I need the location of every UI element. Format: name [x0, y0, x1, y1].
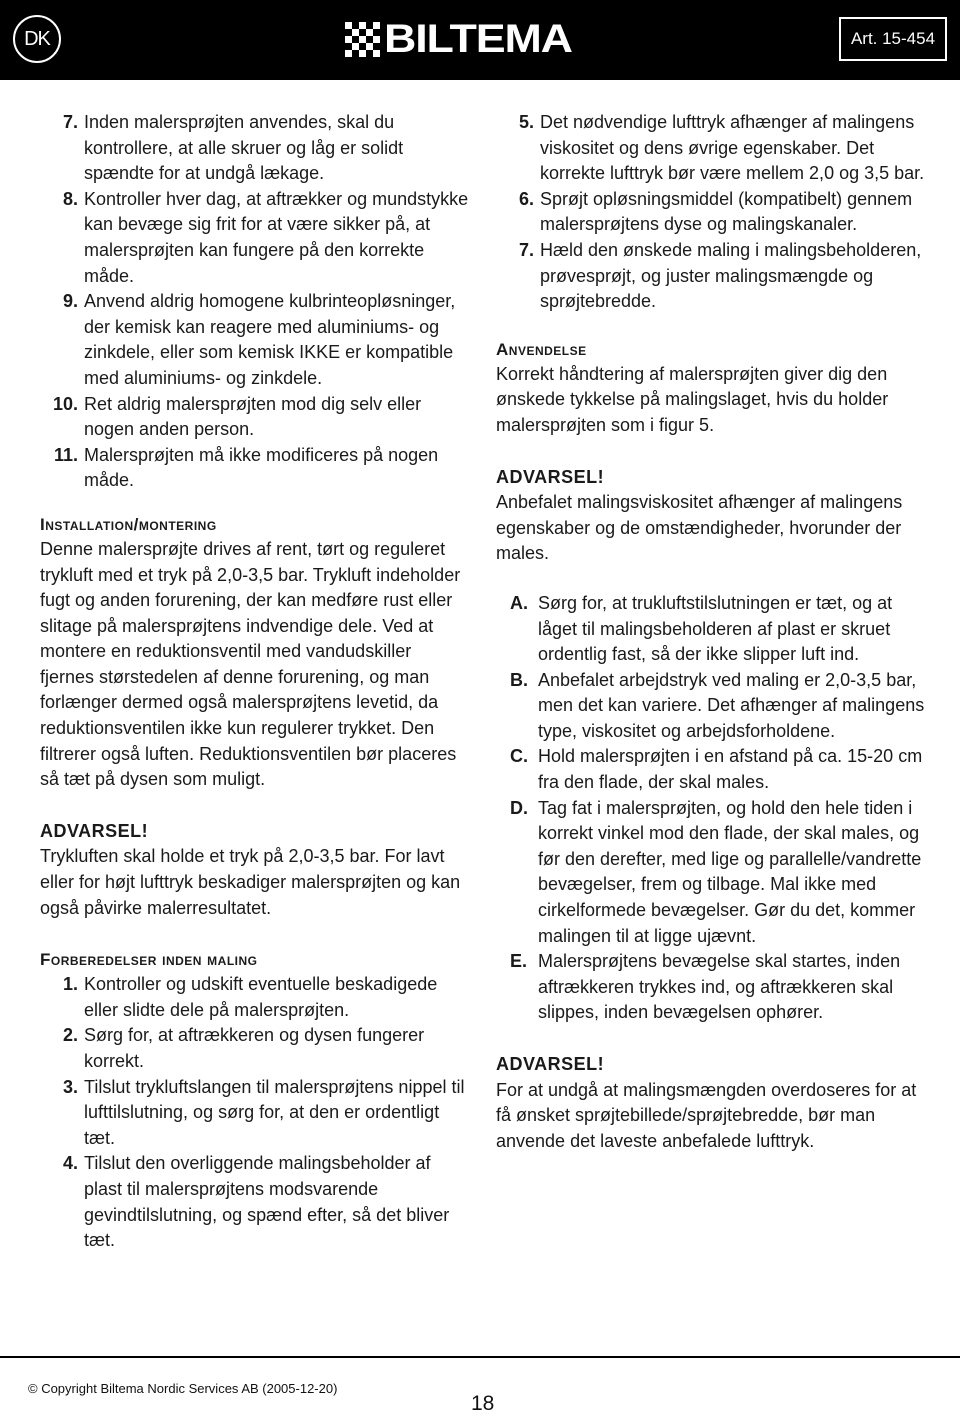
- item-text: Sørg for, at aftrækkeren og dysen fungerer korrekt.: [84, 1025, 425, 1071]
- copyright-text: © Copyright Biltema Nordic Services AB (2005-12-20): [28, 1381, 338, 1396]
- brand-name: BILTEMA: [384, 17, 572, 61]
- list-item: [496, 796, 926, 950]
- item-text: Tilslut den overliggende malingsbeholder af plast til malersprøjtens modsvarende gevindtilslutning, og spænd efter, så det bliver tæt.: [84, 1153, 450, 1251]
- usage-heading: Anvendelse: [496, 339, 587, 359]
- list-item: [496, 238, 926, 315]
- item-number: 8.: [62, 188, 78, 209]
- item-text: Inden malersprøjten anvendes, skal du kontrollere, at alle skruer og låg er solidt spændte for at undgå lækage.: [84, 112, 404, 184]
- item-text: Tilslut trykluftslangen til malersprøjtens nippel til lufttilslutning, og sørg for, at den er ordentligt tæt.: [84, 1076, 465, 1148]
- page-number: 18: [471, 1392, 495, 1415]
- list-item: [496, 591, 926, 668]
- warning-text: For at undgå at malingsmængden overdoseres for at få ønsket sprøjtebillede/sprøjtebredde, bør man anvende det laveste anbefalede lufttryk.: [496, 1079, 917, 1151]
- item-text: Anbefalet arbejdstryk ved maling er 2,0-3,5 bar, men det kan variere. Det afhænger af malingens type, viskositet og arbejdsforholdene.: [538, 669, 925, 741]
- warning-text: Anbefalet malingsviskositet afhænger af malingens egenskaber og de omstændigheder, hvorunder der males.: [496, 492, 903, 564]
- item-number: 3.: [62, 1076, 78, 1097]
- warning-label: ADVARSEL!: [496, 1054, 605, 1074]
- warning-label: ADVARSEL!: [496, 466, 605, 487]
- warning-text: Trykluften skal holde et tryk på 2,0-3,5 bar. For lavt eller for højt lufttryk beskadiger malersprøjten og kan også påvirke malerresultatet.: [40, 846, 461, 918]
- preparation-heading: Forberedelser inden maling: [40, 950, 258, 970]
- item-number: 5.: [518, 112, 534, 132]
- list-item: [40, 187, 470, 289]
- list-item: [40, 1075, 470, 1152]
- item-number: 11.: [53, 444, 78, 465]
- usage-text: Korrekt håndtering af malersprøjten giver dig den ønskede tykkelse på malingslaget, hvis du holder malersprøjten som i figur 5.: [496, 363, 889, 435]
- list-item: [496, 744, 926, 795]
- item-number: 9.: [62, 291, 78, 312]
- list-item: [40, 289, 470, 391]
- item-number: 2.: [62, 1025, 78, 1046]
- item-letter: B.: [510, 669, 528, 690]
- item-letter: C.: [510, 746, 528, 767]
- item-text: Sprøjt opløsningsmiddel (kompatibelt) gennem malersprøjtens dyse og malingskanaler.: [540, 188, 913, 235]
- item-text: Kontroller hver dag, at aftrækker og mundstykke kan bevæge sig frit for at være sikker på, at malersprøjten kan fungere på den korrekte måde.: [84, 188, 469, 286]
- country-badge: DK: [13, 15, 61, 63]
- list-item: [40, 443, 470, 494]
- left-column: [40, 110, 470, 1254]
- item-number: 6.: [518, 188, 534, 209]
- item-text: Det nødvendige lufttryk afhænger af malingens viskositet og dens øvrige egenskaber. Det korrekte lufttryk bør være mellem 2,0 og 3,5 bar.: [540, 112, 925, 184]
- list-item: [40, 1023, 470, 1074]
- item-number: 7.: [518, 239, 534, 260]
- list-item: [496, 187, 926, 238]
- list-item: [496, 949, 926, 1026]
- item-text: Tag fat i malersprøjten, og hold den hele tiden i korrekt vinkel mod den flade, der skal males, og før den derefter, med lige og parallelle/vandrette bevægelser, frem og tilbage. Mal ikke med cirkelformede bevægelser. Gør du det, kommer malingen til at ligge ujævnt.: [538, 797, 922, 946]
- right-column: [496, 110, 926, 1154]
- item-text: Kontroller og udskift eventuelle beskadigede eller slidte dele på malersprøjten.: [84, 974, 438, 1020]
- installation-text: Denne malersprøjte drives af rent, tørt og reguleret trykluft med et tryk på 2,0-3,5 bar. Trykluft indeholder fugt og anden forurening, der kan medføre rust eller slitage på malersprøjtens indvendige dele. Ved at montere en reduktionsventil med vandudskiller fjernes størstedelen af denne forurening, og man forlænger dermed også malersprøjtens levetid, da reduktionsventilen ikke kun regulerer trykket. Den filtrerer også luften. Reduktionsventilen bør placeres så tæt på dysen som muligt.: [40, 538, 461, 790]
- item-text: Hæld den ønskede maling i malingsbeholderen, prøvesprøjt, og juster malingsmængde og sprøjtebredde.: [540, 239, 922, 312]
- installation-heading: Installation/montering: [40, 514, 217, 534]
- warning-label: ADVARSEL!: [40, 820, 149, 841]
- list-item: [40, 110, 470, 187]
- item-letter: E.: [510, 951, 528, 972]
- item-text: Malersprøjtens bevægelse skal startes, inden aftrækkeren trykkes ind, og aftrækkeren skal slippes, inden bevægelsen ophører.: [538, 951, 901, 1023]
- item-text: Sørg for, at trukluftstilslutningen er tæt, og at låget til malingsbeholderen af plast er skruet ordentlig fast, så der ikke slipper luft ind.: [538, 592, 893, 665]
- item-number: 10.: [52, 393, 78, 414]
- checkered-flag-icon: [345, 22, 380, 57]
- item-text: Ret aldrig malersprøjten mod dig selv eller nogen anden person.: [84, 393, 422, 440]
- item-text: Anvend aldrig homogene kulbrinteopløsninger, der kemisk kan reagere med aluminiums- og zinkdele, eller som kemisk IKKE er kompatible med aluminiums- og zinkdele.: [84, 291, 456, 388]
- item-number: 4.: [62, 1153, 78, 1174]
- item-number: 1.: [62, 974, 78, 995]
- biltema-logo: [345, 17, 572, 61]
- item-text: Hold malersprøjten i en afstand på ca. 15-20 cm fra den flade, der skal males.: [538, 746, 923, 793]
- list-item: [40, 1151, 470, 1253]
- list-item: [40, 392, 470, 443]
- list-item: [496, 110, 926, 187]
- list-item: [40, 972, 470, 1023]
- page-header: [0, 0, 960, 80]
- item-text: Malersprøjten må ikke modificeres på nogen måde.: [84, 444, 439, 491]
- list-item: [496, 668, 926, 745]
- footer-divider: [0, 1356, 960, 1358]
- item-letter: A.: [510, 592, 528, 613]
- item-number: 7.: [62, 112, 78, 132]
- item-letter: D.: [510, 797, 528, 818]
- article-number: Art. 15-454: [839, 17, 947, 61]
